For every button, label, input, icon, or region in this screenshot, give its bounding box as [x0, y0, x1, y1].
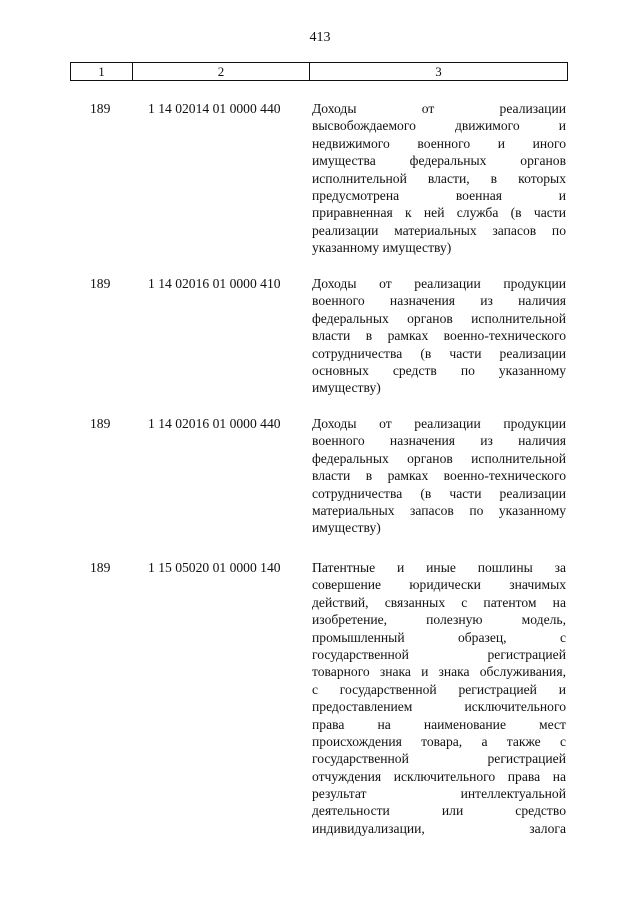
description-line: товарного знака и знака обслуживания,	[312, 664, 566, 680]
description-line: реализации материальных запасов по	[312, 222, 566, 238]
description-line: Доходы от реализации	[312, 101, 566, 116]
description-line: исполнительной власти, в которых	[312, 170, 566, 186]
description-line: отчуждения исключительного права на	[312, 768, 566, 784]
description-line: сотрудничества (в части реализации	[312, 345, 566, 361]
description-line: действий, связанных с патентом на	[312, 594, 566, 610]
income-description	[312, 100, 566, 257]
description-line: власти в рамках военно-технического	[312, 468, 566, 484]
budget-classification-code: 1 15 05020 01 0000 140	[148, 560, 281, 575]
header-col-2: 2	[133, 63, 310, 80]
description-line: материальных запасов по указанному	[312, 502, 566, 518]
description-line: результат интеллектуальной	[312, 786, 566, 802]
description-line: предусмотрена военная и	[312, 187, 566, 203]
description-line: государственной регистрацией	[312, 751, 566, 767]
description-line: предоставлением исключительного	[312, 699, 566, 715]
description-line: происхождения товара, а также с	[312, 733, 566, 749]
admin-code: 189	[90, 276, 111, 291]
description-line: права на наименование мест	[312, 716, 566, 732]
description-line: имущества федеральных органов	[312, 153, 566, 169]
description-line: с государственной регистрацией и	[312, 681, 566, 697]
table-header	[70, 62, 568, 81]
description-line: указанному имуществу)	[312, 240, 452, 256]
description-line: имуществу)	[312, 520, 381, 536]
description-line: военного назначения из наличия	[312, 433, 566, 449]
description-line: основных средств по указанному	[312, 362, 566, 378]
description-line: власти в рамках военно-технического	[312, 328, 566, 344]
header-col-3: 3	[435, 64, 442, 79]
description-line: недвижимого военного и иного	[312, 135, 566, 151]
admin-code: 189	[90, 416, 111, 431]
description-line: Доходы от реализации продукции	[312, 416, 566, 431]
description-line: федеральных органов исполнительной	[312, 310, 566, 326]
description-line: Патентные и иные пошлины за	[312, 560, 566, 575]
description-line: промышленный образец, с	[312, 629, 566, 645]
admin-code: 189	[90, 101, 111, 116]
income-description	[312, 275, 566, 397]
header-col-1: 1	[71, 63, 133, 80]
description-line: военного назначения из наличия	[312, 293, 566, 309]
income-description	[312, 559, 566, 837]
description-line: Доходы от реализации продукции	[312, 276, 566, 291]
description-line: совершение юридически значимых	[312, 577, 566, 593]
budget-classification-code: 1 14 02014 01 0000 440	[148, 101, 281, 116]
description-line: деятельности или средство	[312, 803, 566, 819]
description-line: высвобождаемого движимого и	[312, 118, 566, 134]
admin-code: 189	[90, 560, 111, 575]
budget-classification-code: 1 14 02016 01 0000 440	[148, 416, 281, 431]
description-line: федеральных органов исполнительной	[312, 450, 566, 466]
description-line: приравненная к ней служба (в части	[312, 205, 566, 221]
description-line: сотрудничества (в части реализации	[312, 485, 566, 501]
description-line: государственной регистрацией	[312, 646, 566, 662]
description-line: изобретение, полезную модель,	[312, 612, 566, 628]
page-number: 413	[309, 30, 331, 45]
budget-classification-code: 1 14 02016 01 0000 410	[148, 276, 281, 291]
description-line: индивидуализации, залога	[312, 820, 566, 836]
description-line: имуществу)	[312, 380, 381, 396]
income-description	[312, 415, 566, 537]
